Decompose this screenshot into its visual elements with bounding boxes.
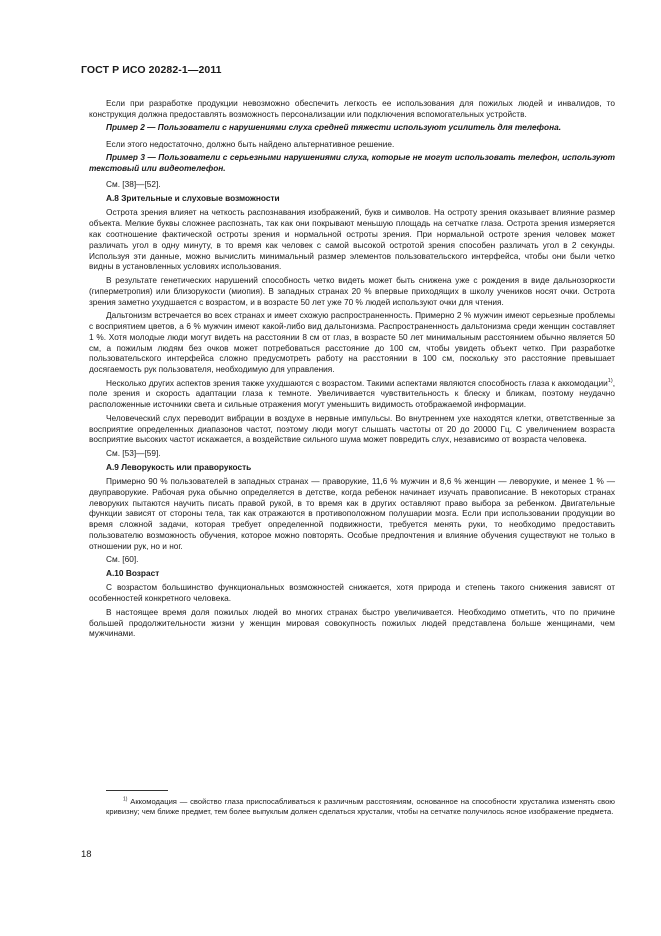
reference-38-52: См. [38]—[52]. bbox=[106, 179, 161, 190]
section-heading-a8: А.8 Зрительные и слуховые возможности bbox=[106, 193, 280, 204]
reference-60: См. [60]. bbox=[106, 554, 139, 565]
example-3: Пример 3 — Пользователи с серьезными нарушениями слуха, которые не могут использовать телефон, используют текстовый или видеотелефон. bbox=[89, 152, 615, 174]
a8-aging-text-start: Несколько других аспектов зрения также ухудшаются с возрастом. Такими аспектами являются способность глаза к аккомодации bbox=[106, 377, 608, 388]
document-header: ГОСТ Р ИСО 20282-1—2011 bbox=[81, 64, 222, 76]
a9-handedness-paragraph: Примерно 90 % пользователей в западных странах — праворукие, 11,6 % мужчин и 8,6 % женщин — леворукие, и менее 1 % — двуправорукие. Рабочая рука обычно определяется в детстве, когда ребенок начинает изучать правописание. В некоторых странах леворуких пытаются научить писать правой рукой, в то время как в других оставляют право выбора за ребенком. Двигательные функции зависят от стороны тела, так как отражаются в противоположном полушарии мозга. Если при использовании продукции во время сложной задачи, которая требует определенной подвижности, требуется менять руки, то необходимо предоставить пользователю возможность обучения, которое можно повторять. Особые предпочтения и влияние обучения существуют не только в отношении рук, но и ног. bbox=[89, 476, 615, 551]
page-content bbox=[89, 98, 615, 642]
a8-hearing-paragraph: Человеческий слух переводит вибрации в воздухе в нервные импульсы. Во внутреннем ухе находятся клетки, ответственные за восприятие определенных диапазонов частот, поэтому люди могут слышать частоты от 20 до 20000 Гц. С увеличением возраста восприятие высоких частот искажается, а воздействие сильного шума может повредить слух, независимо от возраста человека. bbox=[89, 412, 615, 445]
section-heading-a9: А.9 Леворукость или праворукость bbox=[106, 462, 252, 473]
a8-visual-acuity-paragraph: Острота зрения влияет на четкость распознавания изображений, букв и символов. На остроту зрения оказывает влияние размер объекта. Мелкие буквы сложнее распознать, так как они покрывают меньшую площадь на сетчатке глаза. Острота зрения измеряется как соотношение фактической остроты зрения и нормальной остроты зрения. При нормальной остроте зрения человек может различать угол в одну минуту, в то время как человек с самой высокой остротой зрения способен различать угол в 2 секунды. Используя эти данные, можно вычислить минимальный размер элементов пользовательского интерфейса, чтобы они были четко видны в установленных условиях использования. bbox=[89, 207, 615, 272]
footnote-marker: 1) bbox=[123, 796, 128, 803]
footnote bbox=[106, 797, 615, 817]
footnote-divider bbox=[106, 790, 168, 791]
intro-paragraph: Если при разработке продукции невозможно обеспечить легкость ее использования для пожилых людей и инвалидов, то конструкция должна предоставлять возможность персонализации или подключения вспомогательных устройств. bbox=[89, 98, 615, 119]
reference-53-59: См. [53]—[59]. bbox=[106, 448, 161, 459]
a8-aging-text-end: , поле зрения и скорость адаптации глаза к темноте. Увеличивается чувствительность к блеску и бликам, поэтому неудачно расположенные источники света и сильные отражения могут уменьшить видимость отображаемой информации. bbox=[89, 377, 615, 410]
section-heading-a10: А.10 Возраст bbox=[106, 568, 160, 579]
page-number: 18 bbox=[81, 849, 92, 860]
footnote-reference[interactable]: 1) bbox=[607, 377, 613, 384]
example-2: Пример 2 — Пользователи с нарушениями слуха средней тяжести используют усилитель для телефона. bbox=[106, 122, 562, 133]
a8-color-blindness-paragraph: Дальтонизм встречается во всех странах и имеет схожую распространенность. Примерно 2 % мужчин имеют серьезные проблемы с восприятием цветов, а 6 % мужчин имеют какой-либо вид дальтонизма. Распространенность дальтонизма среди женщин составляет 1 %. Хотя молодые люди могут видеть на расстоянии 8 см от глаз, в возрасте 50 лет минимальным расстоянием обычно является 50 см, а пожилым людям без очков может потребоваться расстояние до 100 см, чтобы увидеть объект четко. При разработке пользовательского интерфейса сложно предусмотреть работу на расстоянии в 100 см, поскольку это расстояние превышает досягаемость рук пользователя, необходимую для управления. bbox=[89, 310, 615, 375]
footnote-text: Аккомодация — свойство глаза приспосабливаться к различным расстояниям, основанное на способности хрусталика изменять свою кривизну; чем ближе предмет, тем более выпуклым должен сделаться хрусталик, чтобы на сетчатке получилось ясное изображение предмета. bbox=[106, 797, 615, 816]
a10-population-paragraph: В настоящее время доля пожилых людей во многих странах быстро увеличивается. Необходимо отметить, что по причине большей продолжительности жизни у женщин мировая совокупность пожилых людей представлена больше женщинами, чем мужчинами. bbox=[89, 606, 615, 639]
a8-genetic-disorders-paragraph: В результате генетических нарушений способность четко видеть может быть снижена уже с рождения в виде дальнозоркости (гиперметропия) или близорукости (миопия). В западных странах 20 % впервые приходящих в школу учеников носят очки. Острота зрения заметно ухудшается с возрастом, и в возрасте 50 лет уже 70 % людей используют очки для чтения. bbox=[89, 274, 615, 307]
a8-aging-vision-paragraph bbox=[89, 378, 615, 410]
alternative-solution-paragraph: Если этого недостаточно, должно быть найдено альтернативное решение. bbox=[106, 138, 395, 149]
a10-age-paragraph: С возрастом большинство функциональных возможностей снижается, хотя природа и степень такого снижения зависят от особенностей конкретного человека. bbox=[89, 582, 615, 604]
